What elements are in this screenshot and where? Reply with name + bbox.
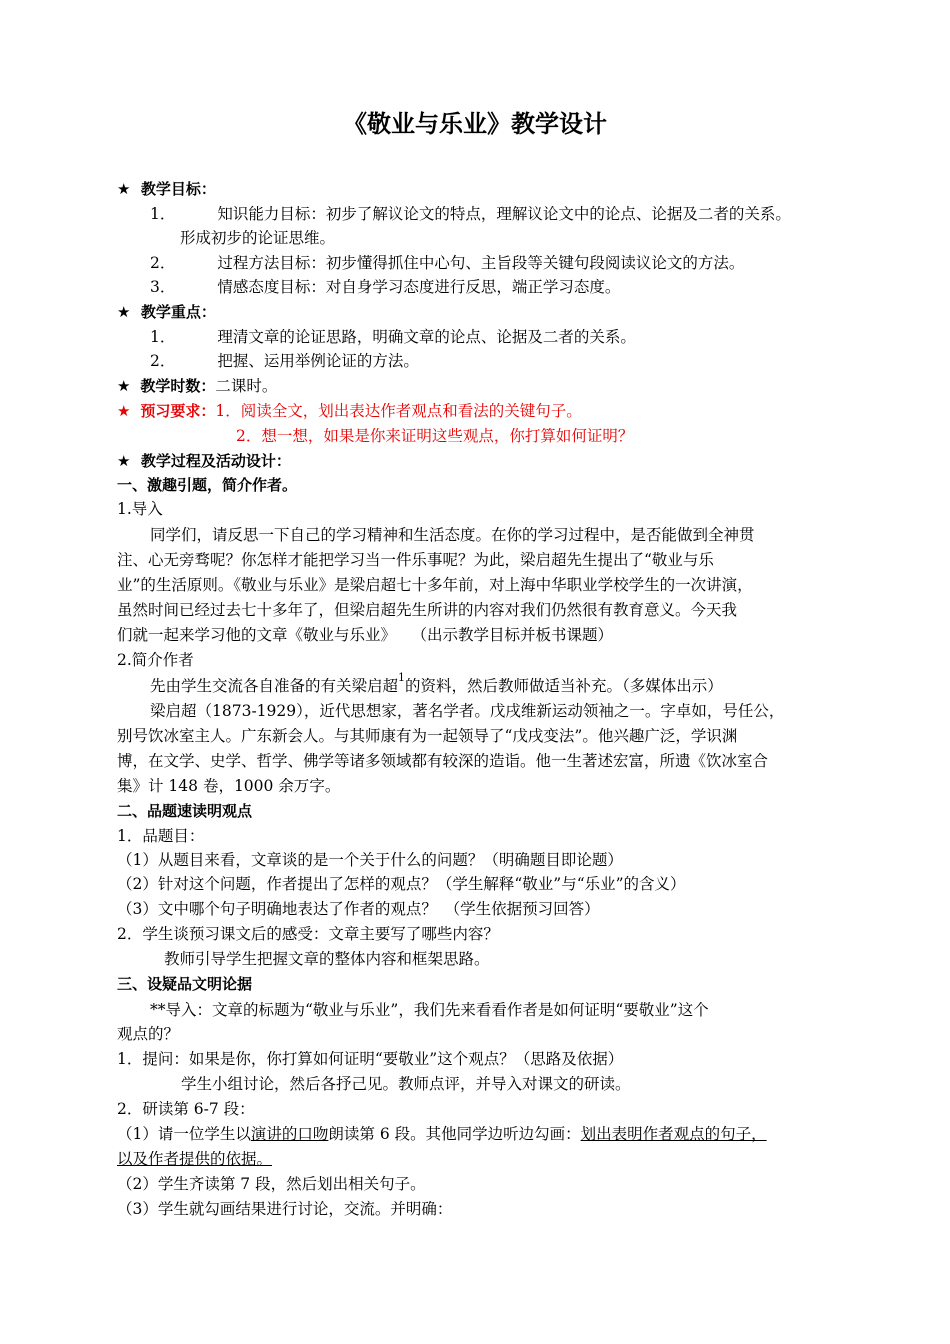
section-2-heading: 二、品题速读明观点 bbox=[117, 802, 253, 820]
star-icon: ★ bbox=[117, 402, 131, 420]
intro-paragraph-line: 注、心无旁骛呢？你怎样才能把学习当一件乐事呢？为此，梁启超先生提出了“敬业与乐 bbox=[117, 551, 714, 569]
section-2-sub-1: 1．品题目： bbox=[117, 827, 205, 845]
underlined-phrase: 划出表明作者观点的句子， bbox=[580, 1125, 767, 1143]
star-icon: ★ bbox=[117, 303, 131, 321]
document-title: 《敬业与乐业》教学设计 bbox=[343, 110, 607, 138]
underlined-phrase: 演讲的口吻 bbox=[250, 1125, 329, 1143]
author-intro-line: 先由学生交流各自准备的有关梁启超$^1$的资料，然后教师做适当补充。（多媒体出示） bbox=[150, 671, 723, 695]
star-icon: ★ bbox=[117, 180, 131, 198]
key-item-1: 1． 理清文章的论证思路，明确文章的论点、论据及二者的关系。 bbox=[150, 328, 636, 346]
footnote-marker: 1 bbox=[398, 671, 406, 684]
section-3-sub-1: 1．提问：如果是你，你打算如何证明“要敬业”这个观点？（思路及依据） bbox=[117, 1050, 624, 1068]
preview-line-2: 2．想一想，如果是你来证明这些观点，你打算如何证明？ bbox=[236, 427, 634, 445]
step-3-line: （3）学生就勾画结果进行讨论，交流。并明确： bbox=[117, 1200, 453, 1218]
goal-item-1-continued: 形成初步的论证思维。 bbox=[180, 229, 336, 247]
section-3-sub-1-note: 学生小组讨论，然后各抒己见。教师点评，并导入对课文的研读。 bbox=[181, 1075, 631, 1093]
star-icon: ★ bbox=[117, 377, 131, 395]
preview-line-1: ★ 预习要求：1．阅读全文，划出表达作者观点和看法的关键句子。 bbox=[117, 402, 582, 420]
key-heading: ★ 教学重点： bbox=[117, 303, 216, 321]
section-2-sub-2-note: 教师引导学生把握文章的整体内容和框架思路。 bbox=[164, 950, 490, 968]
author-bio-line: 别号饮冰室主人。广东新会人。与其师康有为一起领导了“戊戌变法”。他兴趣广泛，学识渊 bbox=[117, 727, 738, 745]
goal-item-3: 3． 情感态度目标：对自身学习态度进行反思，端正学习态度。 bbox=[150, 278, 621, 296]
step-1-line-continued: 以及作者提供的依据。 bbox=[117, 1150, 273, 1168]
section-3-heading: 三、设疑品文明论据 bbox=[117, 975, 253, 993]
intro-paragraph-line: 们就一起来学习他的文章《敬业与乐业》 （出示教学目标并板书课题） bbox=[117, 626, 614, 644]
intro-paragraph-line: 业”的生活原则。《敬业与乐业》是梁启超七十多年前，对上海中华职业学校学生的一次讲演， bbox=[117, 576, 753, 594]
process-heading: ★ 教学过程及活动设计： bbox=[117, 452, 291, 470]
question-3: （3）文中哪个句子明确地表达了作者的观点？ （学生依据预习回答） bbox=[117, 900, 600, 918]
step-2-line: （2）学生齐读第 7 段，然后划出相关句子。 bbox=[117, 1175, 426, 1193]
section-1-sub-1: 1.导入 bbox=[117, 500, 163, 518]
section-1-heading: 一、激趣引题，简介作者。 bbox=[117, 476, 298, 494]
star-icon: ★ bbox=[117, 452, 131, 470]
step-1-line: （1）请一位学生以演讲的口吻朗读第 6 段。其他同学边听边勾画：划出表明作者观点的句子， bbox=[117, 1125, 767, 1143]
section-3-sub-2: 2．研读第 6-7 段： bbox=[117, 1100, 255, 1118]
section-2-sub-2: 2．学生谈预习课文后的感受：文章主要写了哪些内容？ bbox=[117, 925, 499, 943]
goal-item-2: 2． 过程方法目标：初步懂得抓住中心句、主旨段等关键句段阅读议论文的方法。 bbox=[150, 254, 745, 272]
intro-paragraph-line: 虽然时间已经过去七十多年了，但梁启超先生所讲的内容对我们仍然很有教育意义。今天我 bbox=[117, 601, 738, 619]
goals-heading: ★ 教学目标： bbox=[117, 180, 216, 198]
question-1: （1）从题目来看，文章谈的是一个关于什么的问题？（明确题目即论题） bbox=[117, 851, 623, 869]
author-bio-line: 博，在文学、史学、哲学、佛学等诸多领域都有较深的造诣。他一生著述宏富，所遗《饮冰室合 bbox=[117, 752, 769, 770]
author-bio-line: 集》计 148 卷，1000 余万字。 bbox=[117, 777, 341, 795]
key-item-2: 2． 把握、运用举例论证的方法。 bbox=[150, 352, 419, 370]
intro-paragraph-line: 同学们，请反思一下自己的学习精神和生活态度。在你的学习过程中，是否能做到全神贯 bbox=[150, 526, 755, 544]
section-3-intro: **导入：文章的标题为“敬业与乐业”，我们先来看看作者是如何证明“要敬业”这个 bbox=[150, 1001, 709, 1019]
author-bio-line: 梁启超（1873-1929），近代思想家，著名学者。戊戌维新运动领袖之一。字卓如，号任公， bbox=[150, 702, 785, 720]
section-3-intro-continued: 观点的？ bbox=[117, 1025, 180, 1043]
question-2: （2）针对这个问题，作者提出了怎样的观点？（学生解释“敬业”与“乐业”的含义） bbox=[117, 875, 686, 893]
section-1-sub-2: 2.简介作者 bbox=[117, 651, 194, 669]
goal-item-1: 1． 知识能力目标：初步了解议论文的特点，理解议论文中的论点、论据及二者的关系。 bbox=[150, 205, 791, 223]
hours-line: ★ 教学时数：二课时。 bbox=[117, 377, 278, 395]
